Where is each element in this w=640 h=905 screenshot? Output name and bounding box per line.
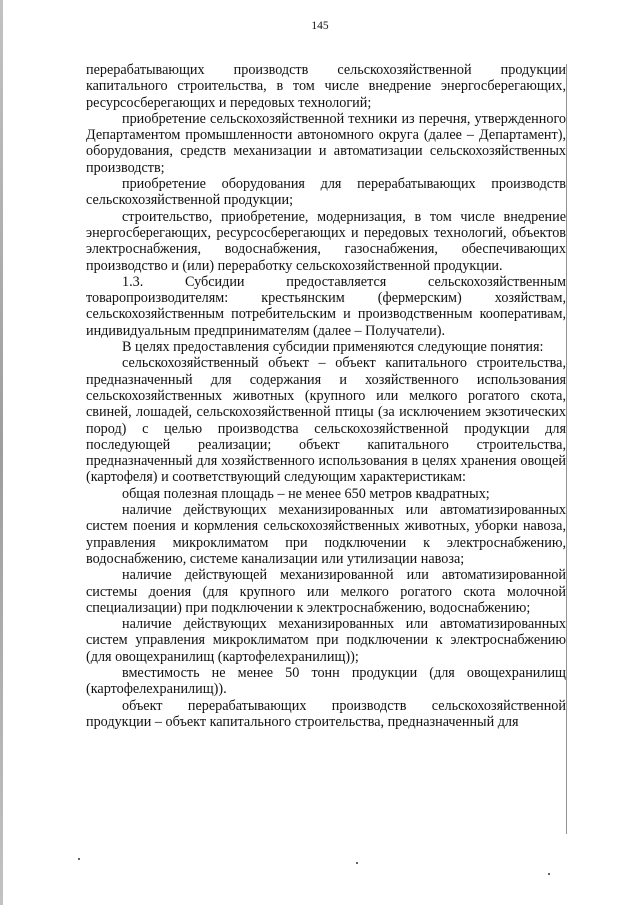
paragraph: перерабатывающих производств сельскохозяйственной продукции капитального строительства, в том числе внедрение энергосберегающих, ресурсосберегающих и передовых технологий; <box>86 62 566 111</box>
scan-margin-line <box>566 64 567 834</box>
paragraph: 1.3. Субсидии предоставляется сельскохозяйственным товаропроизводителям: крестьянским (фермерским) хозяйствам, сельскохозяйственным потребительским и производственным кооперативам, индивидуальным предпринимателям (далее – Получатели). <box>86 273 566 339</box>
paragraph: наличие действующих механизированных или автоматизированных систем управления микроклиматом при подключении к электроснабжению (для овощехранилищ (картофелехранилищ)); <box>86 616 566 665</box>
body-text <box>86 62 566 730</box>
paragraph: наличие действующих механизированных или автоматизированных систем поения и кормления сельскохозяйственных животных, уборки навоза, управления микроклиматом при подключении к электроснабжению, водоснабжению, системе канализации или утилизации навоза; <box>86 502 566 567</box>
paragraph: объект перерабатывающих производств сельскохозяйственной продукции – объект капитального строительства, предназначенный для <box>86 697 566 730</box>
paragraph: сельскохозяйственный объект – объект капитального строительства, предназначенный для содержания и хозяйственного использования сельскохозяйственных животных (крупного или мелкого рогатого скота, свиней, лошадей, сельскохозяйственной птицы (за исключением экзотических пород) с целью производства сельскохозяйственной продукции для последующей реализации; объект капитального строительства, предназначенный для хозяйственного использования в целях хранения овощей (картофеля) и соответствующий следующим характеристикам: <box>86 355 566 486</box>
paragraph: приобретение оборудования для перерабатывающих производств сельскохозяйственной продукции; <box>86 176 566 209</box>
scan-edge-shadow <box>0 0 3 905</box>
paragraph: наличие действующей механизированной или автоматизированной системы доения (для крупного или мелкого рогатого скота молочной специализации) при подключении к электроснабжению, водоснабжению; <box>86 567 566 616</box>
scan-speck <box>548 873 550 875</box>
paragraph: общая полезная площадь – не менее 650 метров квадратных; <box>122 485 490 502</box>
scan-speck <box>356 862 358 864</box>
paragraph: вместимость не менее 50 тонн продукции (для овощехранилищ (картофелехранилищ)). <box>86 664 566 698</box>
scan-speck <box>78 858 80 860</box>
paragraph: строительство, приобретение, модернизация, в том числе внедрение энергосберегающих, ресурсосберегающих и передовых технологий, объектов электроснабжения, водоснабжения, газоснабжения, обеспечивающих производство и (или) переработку сельскохозяйственной продукции. <box>86 208 566 274</box>
page-number: 145 <box>311 20 329 32</box>
paragraph: В целях предоставления субсидии применяются следующие понятия: <box>122 339 544 356</box>
paragraph: приобретение сельскохозяйственной техники из перечня, утвержденного Департаментом промышленности автономного округа (далее – Департамент), оборудования, средств механизации и автоматизации сельскохозяйственных производств; <box>86 110 566 176</box>
